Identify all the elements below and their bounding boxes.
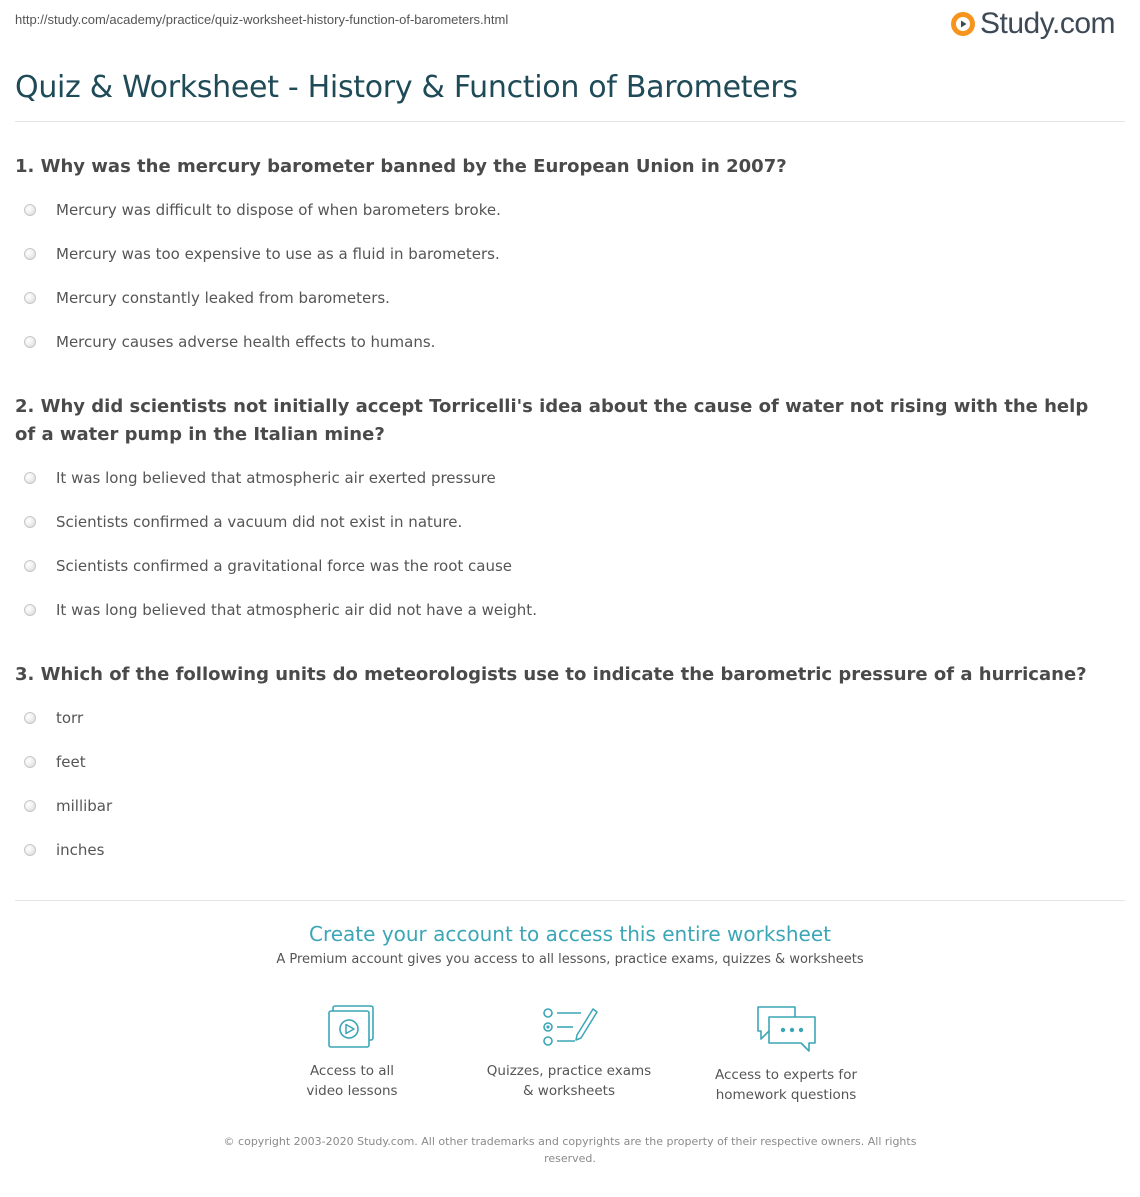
question-2 bbox=[15, 393, 1110, 632]
radio-button-icon[interactable] bbox=[24, 516, 36, 528]
question-text: 2. Why did scientists not initially accept Torricelli's idea about the cause of water not rising with the help of a water pump in the Italian mine? bbox=[15, 396, 1089, 445]
answer-label: Mercury constantly leaked from barometers. bbox=[56, 289, 390, 307]
answer-label: Mercury causes adverse health effects to humans. bbox=[56, 333, 436, 351]
feature-label-line1: Access to experts for bbox=[714, 1067, 857, 1083]
page-url: http://study.com/academy/practice/quiz-worksheet-history-function-of-barometers.html bbox=[15, 12, 509, 27]
radio-button-icon[interactable] bbox=[24, 560, 36, 572]
answer-label: Scientists confirmed a gravitational force was the root cause bbox=[56, 557, 513, 575]
answer-list bbox=[15, 696, 1110, 872]
experts-chat-icon bbox=[753, 1003, 819, 1055]
answer-option[interactable] bbox=[15, 456, 1110, 500]
answer-list bbox=[15, 456, 1110, 632]
feature-label-line1: Access to all bbox=[309, 1063, 395, 1079]
answer-label: Mercury was too expensive to use as a fluid in barometers. bbox=[56, 245, 500, 263]
radio-button-icon[interactable] bbox=[24, 204, 36, 216]
feature-quizzes bbox=[479, 1003, 659, 1101]
top-bar bbox=[15, 7, 1115, 40]
feature-label-line2: & worksheets bbox=[522, 1083, 615, 1099]
answer-label: millibar bbox=[56, 797, 113, 815]
answer-label: It was long believed that atmospheric air exerted pressure bbox=[56, 469, 496, 487]
answer-label: inches bbox=[56, 841, 105, 859]
radio-button-icon[interactable] bbox=[24, 248, 36, 260]
radio-button-icon[interactable] bbox=[24, 800, 36, 812]
question-3 bbox=[15, 661, 1110, 872]
study-logo[interactable] bbox=[950, 8, 1115, 40]
title-divider bbox=[15, 121, 1125, 122]
radio-button-icon[interactable] bbox=[24, 712, 36, 724]
answer-option[interactable] bbox=[15, 828, 1110, 872]
cta-divider bbox=[15, 900, 1125, 901]
feature-experts bbox=[696, 1003, 876, 1105]
cta-title-link[interactable]: Create your account to access this entire worksheet bbox=[309, 922, 831, 946]
copyright-footer bbox=[0, 1133, 1140, 1167]
answer-option[interactable] bbox=[15, 740, 1110, 784]
video-lessons-icon bbox=[325, 1003, 379, 1051]
answer-option[interactable] bbox=[15, 232, 1110, 276]
copyright-text: © copyright 2003-2020 Study.com. All other trademarks and copyrights are the property of their respective owners. All rights reserved. bbox=[223, 1135, 917, 1165]
answer-option[interactable] bbox=[15, 544, 1110, 588]
feature-label bbox=[262, 1061, 442, 1101]
answer-option[interactable] bbox=[15, 696, 1110, 740]
question-text: 1. Why was the mercury barometer banned by the European Union in 2007? bbox=[15, 156, 787, 177]
question-text: 3. Which of the following units do meteorologists use to indicate the barometric pressure of a hurricane? bbox=[15, 664, 1087, 685]
radio-button-icon[interactable] bbox=[24, 756, 36, 768]
feature-label-line2: homework questions bbox=[715, 1087, 857, 1103]
premium-features bbox=[0, 1003, 1140, 1113]
feature-label-line2: video lessons bbox=[306, 1083, 398, 1099]
radio-button-icon[interactable] bbox=[24, 292, 36, 304]
feature-label-line1: Quizzes, practice exams bbox=[486, 1063, 652, 1079]
answer-option[interactable] bbox=[15, 320, 1110, 364]
answer-label: torr bbox=[56, 709, 84, 727]
answer-label: Mercury was difficult to dispose of when barometers broke. bbox=[56, 201, 501, 219]
study-logo-text: Study.com bbox=[980, 7, 1115, 40]
study-logo-icon bbox=[950, 11, 976, 37]
answer-list bbox=[15, 188, 1110, 364]
answer-option[interactable] bbox=[15, 276, 1110, 320]
answer-label: It was long believed that atmospheric air did not have a weight. bbox=[56, 601, 537, 619]
answer-option[interactable] bbox=[15, 784, 1110, 828]
answer-label: feet bbox=[56, 753, 86, 771]
page-title: Quiz & Worksheet - History & Function of Barometers bbox=[15, 70, 798, 105]
answer-option[interactable] bbox=[15, 500, 1110, 544]
radio-button-icon[interactable] bbox=[24, 604, 36, 616]
feature-video-lessons bbox=[262, 1003, 442, 1101]
question-1 bbox=[15, 153, 1110, 364]
radio-button-icon[interactable] bbox=[24, 336, 36, 348]
feature-label bbox=[479, 1061, 659, 1101]
cta-subtitle: A Premium account gives you access to all lessons, practice exams, quizzes & worksheets bbox=[276, 952, 864, 967]
answer-option[interactable] bbox=[15, 588, 1110, 632]
feature-label bbox=[696, 1065, 876, 1105]
answer-label: Scientists confirmed a vacuum did not exist in nature. bbox=[56, 513, 463, 531]
radio-button-icon[interactable] bbox=[24, 472, 36, 484]
answer-option[interactable] bbox=[15, 188, 1110, 232]
radio-button-icon[interactable] bbox=[24, 844, 36, 856]
quizzes-icon bbox=[539, 1003, 599, 1051]
signup-cta bbox=[0, 922, 1140, 967]
